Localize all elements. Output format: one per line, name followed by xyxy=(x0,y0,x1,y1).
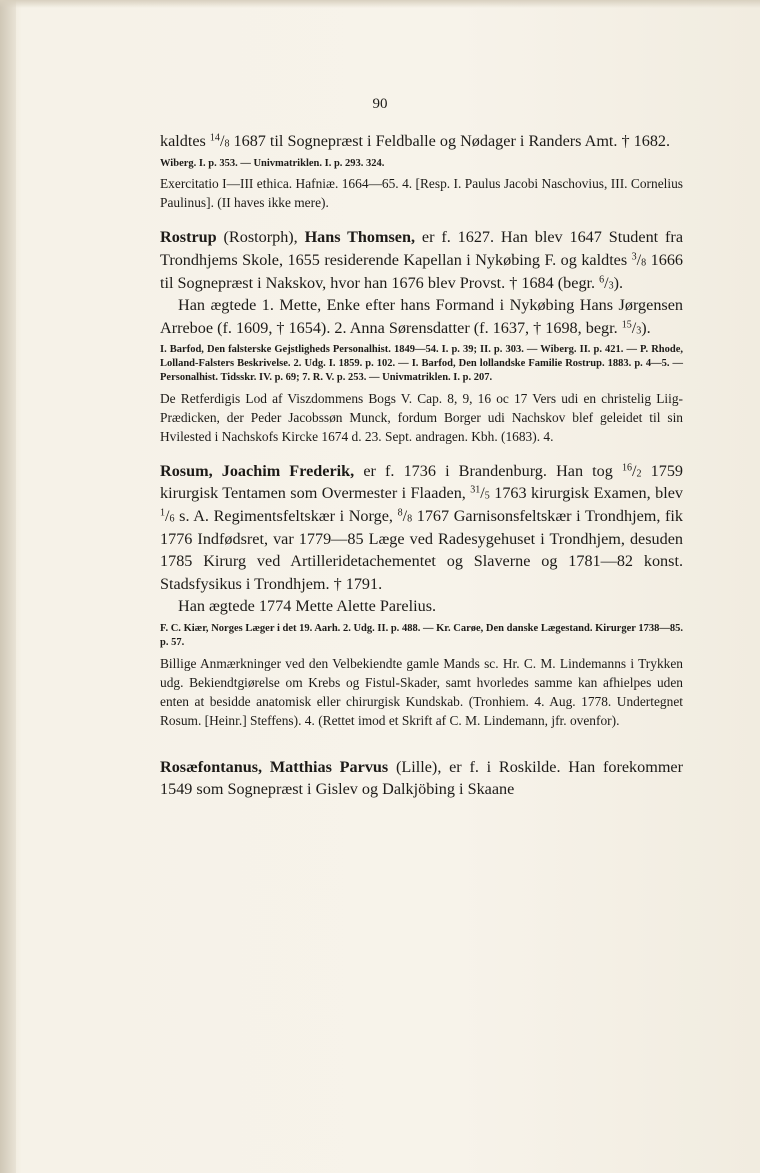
entry-rosaefontanus-name: Rosæfontanus, Matthias Parvus xyxy=(160,757,389,776)
entry-continuation-paragraph: kaldtes $^{14}/_8$ 1687 til Sognepræst i Feldballe og Nødager i Randers Amt. † 1682. xyxy=(160,132,671,150)
entry-rostrup-marriage: Han ægtede 1. Mette, Enke efter hans Formand i Nykøbing Hans Jørgensen Arreboe (f. 1609, † 1654). 2. Anna Sørensdatter (f. 1637, † 1698, begr. $^{15}/_3$). xyxy=(160,296,683,337)
page-content xyxy=(160,130,683,801)
entry-rosaefontanus-paragraph: Rosæfontanus, Matthias Parvus (Lille), er f. i Roskilde. Han forekommer 1549 som Sognepræst i Gislev og Dalkjöbing i Skaane xyxy=(160,757,683,799)
page-top-edge xyxy=(0,0,760,8)
entry-rosum-name: Rosum, Joachim Frederik, xyxy=(160,461,355,480)
entry-continuation-references: Wiberg. I. p. 353. — Univmatriklen. I. p. 293. 324. xyxy=(160,157,385,169)
entry-rostrup-paragraph: Rostrup (Rostorph), Hans Thomsen, er f. 1627. Han blev 1647 Student fra Trondhjems Skole, 1655 residerende Kapellan i Nykøbing F. og kaldtes $^3/_8$ 1666 til Sognepræst i Nakskov, hvor han 1676 blev Provst. † 1684 (begr. $^6/_3$). xyxy=(160,228,684,292)
page-binding-shadow xyxy=(0,0,16,1173)
entry-rosum-works: Billige Anmærkninger ved den Velbekiendte gamle Mands sc. Hr. C. M. Lindemanns i Trykken udg. Bekiendtgiørelse om Krebs og Fistul-Skader, samt hvorledes samme kan afhielpes uden enten at besidde anatomisk eller chirurgisk Kundskab. (Tronhiem. 4. Aug. 1778. Undertegnet Rosum. [Heinr.] Steffens). 4. (Rettet imod et Skrift af C. M. Lindemann, jfr. ovenfor). xyxy=(160,655,683,728)
entry-rosum-references: F. C. Kiær, Norges Læger i det 19. Aarh. 2. Udg. II. p. 488. — Kr. Carøe, Den danske Lægestand. Kirurger 1738—85. p. 57. xyxy=(160,622,683,648)
entry-rosum-marriage: Han ægtede 1774 Mette Alette Parelius. xyxy=(178,597,437,616)
entry-rosum-paragraph: Rosum, Joachim Frederik, er f. 1736 i Brandenburg. Han tog $^{16}/_2$ 1759 kirurgisk Tentamen som Overmester i Flaaden, $^{31}/_5$ 1763 kirurgisk Examen, blev $^1/_6$ s. A. Regimentsfeltskær i Norge, $^8/_8$ 1767 Garnisonsfeltskær i Trondhjem, fik 1776 Indfødsret, var 1779—85 Læge ved Radesygehuset i Trondhjem, desuden 1785 Kirurg ved Artilleridetachementet og Slaverne og 1781—82 konst. Stadsfysikus i Trondhjem. † 1791. xyxy=(160,461,684,593)
entry-rostrup-references: I. Barfod, Den falsterske Gejstligheds Personalhist. 1849—54. I. p. 39; II. p. 303. — Wiberg. II. p. 421. — P. Rhode, Lolland-Falsters Beskrivelse. 2. Udg. I. 1859. p. 102. — I. Barfod, Den lollandske Familie Rostrup. 1883. p. 4—5. — Personalhist. Tidsskr. IV. p. 69; 7. R. V. p. 253. — Univmatriklen. I. p. 207. xyxy=(160,344,683,383)
page-number: 90 xyxy=(372,96,388,112)
entry-continuation-works: Exercitatio I—III ethica. Hafniæ. 1664—65. 4. [Resp. I. Paulus Jacobi Naschovius, III. Cornelius Paulinus]. (II haves ikke mere). xyxy=(160,176,683,211)
entry-rostrup-works: De Retferdigis Lod af Viszdommens Bogs V. Cap. 8, 9, 16 oc 17 Vers udi en christelig Liig-Prædicken, der Peder Jacobssøn Munck, fordum Borger udi Nachskov blef geleidet til sin Hvilested i Nachskofs Kircke 1674 d. 23. Sept. andragen. Kbh. (1683). 4. xyxy=(160,390,683,444)
entry-rostrup-name: Rostrup xyxy=(160,228,217,247)
